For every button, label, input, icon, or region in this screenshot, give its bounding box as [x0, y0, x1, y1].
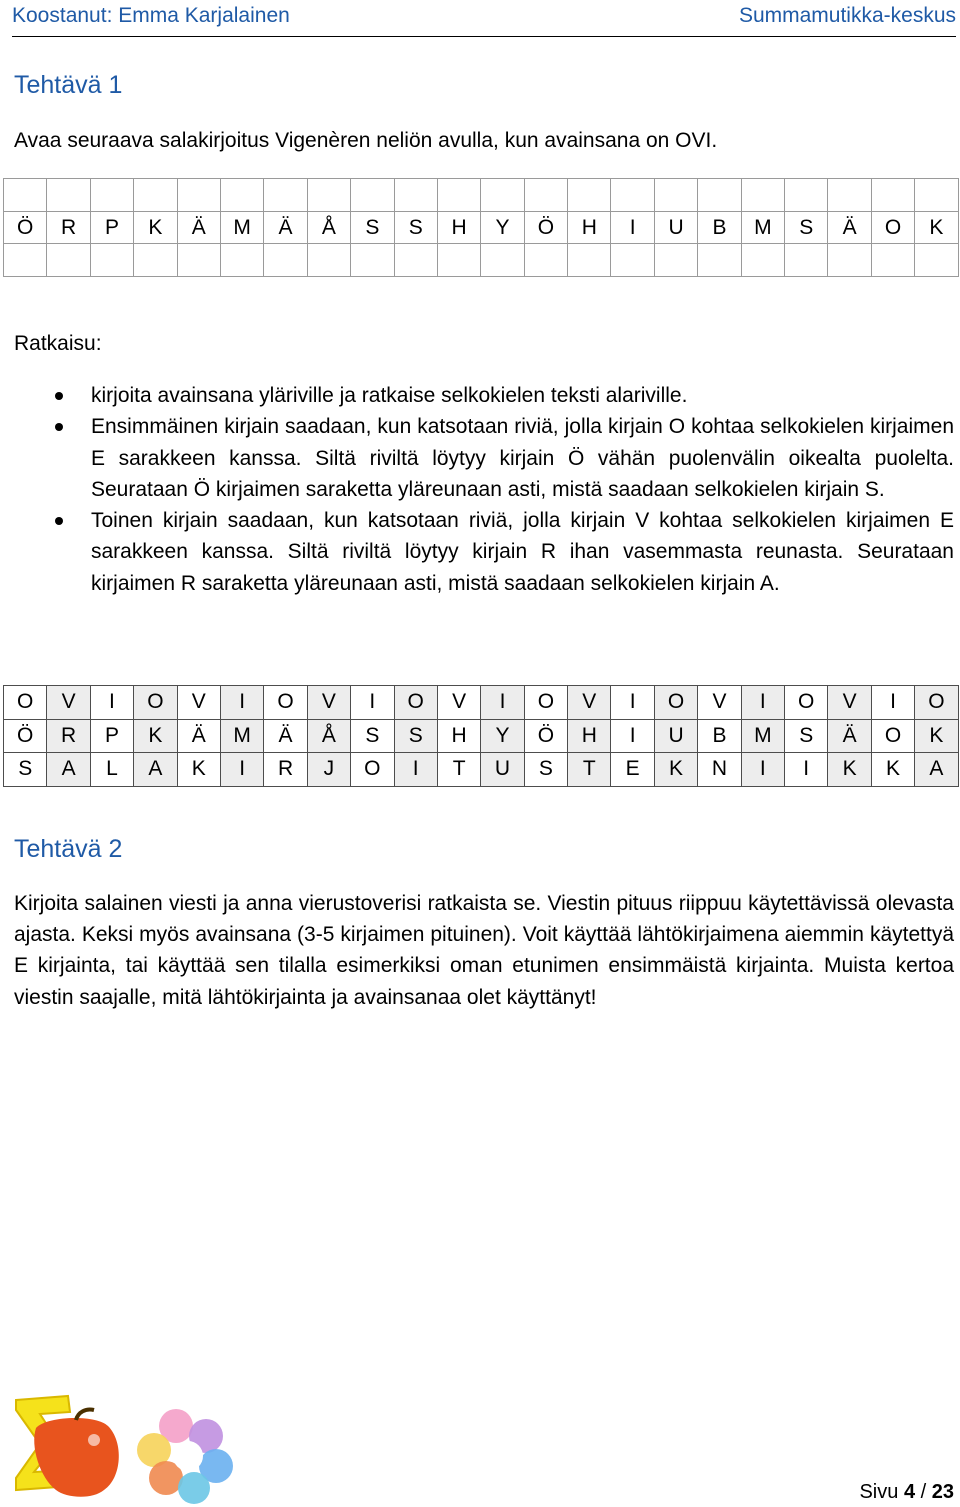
table-cell: I	[611, 719, 654, 753]
task2-text: Kirjoita salainen viesti ja anna vierustoverisi ratkaista se. Viestin pituus riippuu käytettävissä olevasta ajasta. Keksi myös avainsana (3-5 kirjaimen pituinen). Voit käyttää lähtökirjaimena aiemmin käytettyä E kirjainta, tai käyttää sen tilalla esimerkiksi oman etunimen ensimmäistä kirjainta. Muista kertoa viestin saajalle, mitä lähtökirjainta ja avainsanaa olet käyttänyt!	[14, 892, 954, 1009]
table-cell: V	[437, 686, 480, 720]
table-cell: I	[785, 753, 828, 787]
table-cell: H	[568, 212, 611, 244]
table-cell: I	[611, 212, 654, 244]
table-cell: B	[698, 212, 741, 244]
table-cell: Ö	[524, 212, 567, 244]
table-cell: A	[47, 753, 90, 787]
table-cell: I	[741, 686, 784, 720]
summamutikka-logo	[6, 1392, 246, 1504]
table-cell	[437, 244, 480, 277]
table-cell	[524, 244, 567, 277]
table-cell	[568, 179, 611, 212]
table-cell: E	[611, 753, 654, 787]
table-cell: U	[481, 753, 524, 787]
table-cell	[4, 179, 47, 212]
table-cell: I	[220, 686, 263, 720]
task2-heading: Tehtävä 2	[14, 835, 123, 863]
page-total: 23	[931, 1481, 954, 1503]
table-cell	[220, 179, 263, 212]
table-cell: Ö	[524, 719, 567, 753]
list-item	[0, 411, 954, 505]
table-cell: I	[220, 753, 263, 787]
table-cell: Å	[307, 212, 350, 244]
table-cell: Ö	[4, 719, 47, 753]
bullet-icon	[55, 517, 63, 525]
table-cell: R	[47, 212, 90, 244]
bullet-icon	[55, 392, 63, 400]
table-cell: I	[351, 686, 394, 720]
table-cell: S	[524, 753, 567, 787]
table-cell	[524, 179, 567, 212]
cipher-table	[3, 178, 959, 277]
table-cell: A	[915, 753, 958, 787]
table-cell: O	[654, 686, 697, 720]
blank-key-row	[4, 179, 959, 212]
table-cell: Y	[481, 719, 524, 753]
table-cell: S	[4, 753, 47, 787]
table-cell: K	[134, 212, 177, 244]
table-cell	[611, 244, 654, 277]
table-cell: Ä	[264, 719, 307, 753]
table-cell: S	[785, 719, 828, 753]
page-header	[12, 0, 956, 37]
table-cell: U	[654, 719, 697, 753]
key-row	[4, 686, 959, 720]
table-cell: H	[437, 212, 480, 244]
table-cell: K	[177, 753, 220, 787]
table-cell: T	[437, 753, 480, 787]
table-cell: Ä	[828, 719, 871, 753]
cipher-row	[4, 212, 959, 244]
table-cell: V	[177, 686, 220, 720]
table-cell: Y	[481, 212, 524, 244]
table-cell	[307, 244, 350, 277]
table-cell: B	[698, 719, 741, 753]
table-cell	[741, 179, 784, 212]
table-cell: O	[871, 719, 914, 753]
table-cell: S	[785, 212, 828, 244]
table-cell: I	[611, 686, 654, 720]
table-cell: R	[47, 719, 90, 753]
table-cell: V	[47, 686, 90, 720]
step-text: Toinen kirjain saadaan, kun katsotaan riviä, jolla kirjain V kohtaa selkokielen kirjaimen E sarakkeen kanssa. Siltä riviltä löytyy kirjain R ihan vasemmasta reunasta. Seurataan kirjaimen R saraketta yläreunaan asti, mistä saadaan selkokielen kirjain A.	[91, 509, 954, 595]
table-cell	[47, 244, 90, 277]
table-cell	[90, 179, 133, 212]
bullet-icon	[55, 423, 63, 431]
table-cell: I	[871, 686, 914, 720]
table-cell: O	[351, 753, 394, 787]
table-cell: V	[307, 686, 350, 720]
table-cell: U	[654, 212, 697, 244]
plaintext-row	[4, 753, 959, 787]
page-prefix: Sivu	[859, 1481, 899, 1503]
table-cell: K	[915, 719, 958, 753]
table-cell	[264, 179, 307, 212]
table-cell: S	[394, 212, 437, 244]
table-cell: K	[915, 212, 958, 244]
table-cell	[698, 244, 741, 277]
table-cell: I	[741, 753, 784, 787]
table-cell: M	[741, 212, 784, 244]
table-cell	[177, 244, 220, 277]
table-cell	[134, 179, 177, 212]
table-cell: S	[394, 719, 437, 753]
table-cell: Ö	[4, 212, 47, 244]
table-cell	[654, 179, 697, 212]
table-cell	[47, 179, 90, 212]
table-cell: I	[481, 686, 524, 720]
table-cell: Ä	[828, 212, 871, 244]
table-cell: V	[568, 686, 611, 720]
table-cell	[785, 179, 828, 212]
table-cell	[437, 179, 480, 212]
table-cell: P	[90, 719, 133, 753]
solution-label: Ratkaisu:	[14, 332, 102, 355]
table-cell: K	[828, 753, 871, 787]
table-cell	[828, 244, 871, 277]
table-cell: K	[134, 719, 177, 753]
table-cell: S	[351, 212, 394, 244]
table-cell	[871, 244, 914, 277]
table-cell	[394, 244, 437, 277]
table-cell	[741, 244, 784, 277]
table-cell	[915, 244, 958, 277]
table-cell: J	[307, 753, 350, 787]
table-cell	[90, 244, 133, 277]
table-cell	[351, 179, 394, 212]
table-cell: R	[264, 753, 307, 787]
table-cell: K	[654, 753, 697, 787]
table-cell: Å	[307, 719, 350, 753]
step-text: kirjoita avainsana yläriville ja ratkaise selkokielen teksti alariville.	[91, 384, 688, 407]
table-cell: I	[90, 686, 133, 720]
table-cell	[568, 244, 611, 277]
table-cell	[785, 244, 828, 277]
table-cell: L	[90, 753, 133, 787]
table-cell: V	[698, 686, 741, 720]
task1-intro: Avaa seuraava salakirjoitus Vigenèren neliön avulla, kun avainsana on OVI.	[14, 129, 718, 152]
table-cell: M	[220, 212, 263, 244]
table-cell: Ä	[177, 719, 220, 753]
table-cell	[394, 179, 437, 212]
table-cell: M	[741, 719, 784, 753]
table-cell: Ä	[264, 212, 307, 244]
solution-table	[3, 685, 959, 787]
table-cell	[264, 244, 307, 277]
table-cell	[4, 244, 47, 277]
table-cell: A	[134, 753, 177, 787]
table-cell	[915, 179, 958, 212]
table-cell	[828, 179, 871, 212]
table-cell	[177, 179, 220, 212]
table-cell: O	[915, 686, 958, 720]
step-text: Ensimmäinen kirjain saadaan, kun katsotaan riviä, jolla kirjain O kohtaa selkokielen kirjaimen E sarakkeen kanssa. Siltä riviltä löytyy kirjain Ö vähän puolenvälin oikealta puolelta. Seurataan Ö kirjaimen saraketta yläreunaan asti, mistä saadaan selkokielen kirjain S.	[91, 415, 954, 501]
organization-name: Summamutikka-keskus	[738, 4, 956, 27]
blank-plain-row	[4, 244, 959, 277]
table-cell: O	[394, 686, 437, 720]
table-cell: H	[568, 719, 611, 753]
list-item	[0, 505, 954, 599]
table-cell	[307, 179, 350, 212]
table-cell: V	[828, 686, 871, 720]
table-cell: Ä	[177, 212, 220, 244]
table-cell: H	[437, 719, 480, 753]
author-credit: Koostanut: Emma Karjalainen	[12, 4, 290, 27]
table-cell: N	[698, 753, 741, 787]
solution-steps	[0, 380, 954, 599]
table-cell: P	[90, 212, 133, 244]
page-separator: /	[920, 1481, 927, 1503]
cipher-row	[4, 719, 959, 753]
table-cell	[351, 244, 394, 277]
table-cell	[611, 179, 654, 212]
table-cell: K	[871, 753, 914, 787]
table-cell	[481, 179, 524, 212]
table-cell	[481, 244, 524, 277]
table-cell	[698, 179, 741, 212]
table-cell: O	[264, 686, 307, 720]
table-cell	[134, 244, 177, 277]
table-cell: O	[524, 686, 567, 720]
table-cell: O	[785, 686, 828, 720]
table-cell	[871, 179, 914, 212]
table-cell	[654, 244, 697, 277]
page-number	[859, 1481, 954, 1504]
table-cell: O	[871, 212, 914, 244]
task1-heading: Tehtävä 1	[14, 71, 123, 99]
table-cell: M	[220, 719, 263, 753]
table-cell	[220, 244, 263, 277]
page-current: 4	[903, 1481, 916, 1503]
table-cell: O	[134, 686, 177, 720]
table-cell: T	[568, 753, 611, 787]
list-item	[0, 380, 954, 411]
table-cell: I	[394, 753, 437, 787]
table-cell: S	[351, 719, 394, 753]
table-cell: O	[4, 686, 47, 720]
